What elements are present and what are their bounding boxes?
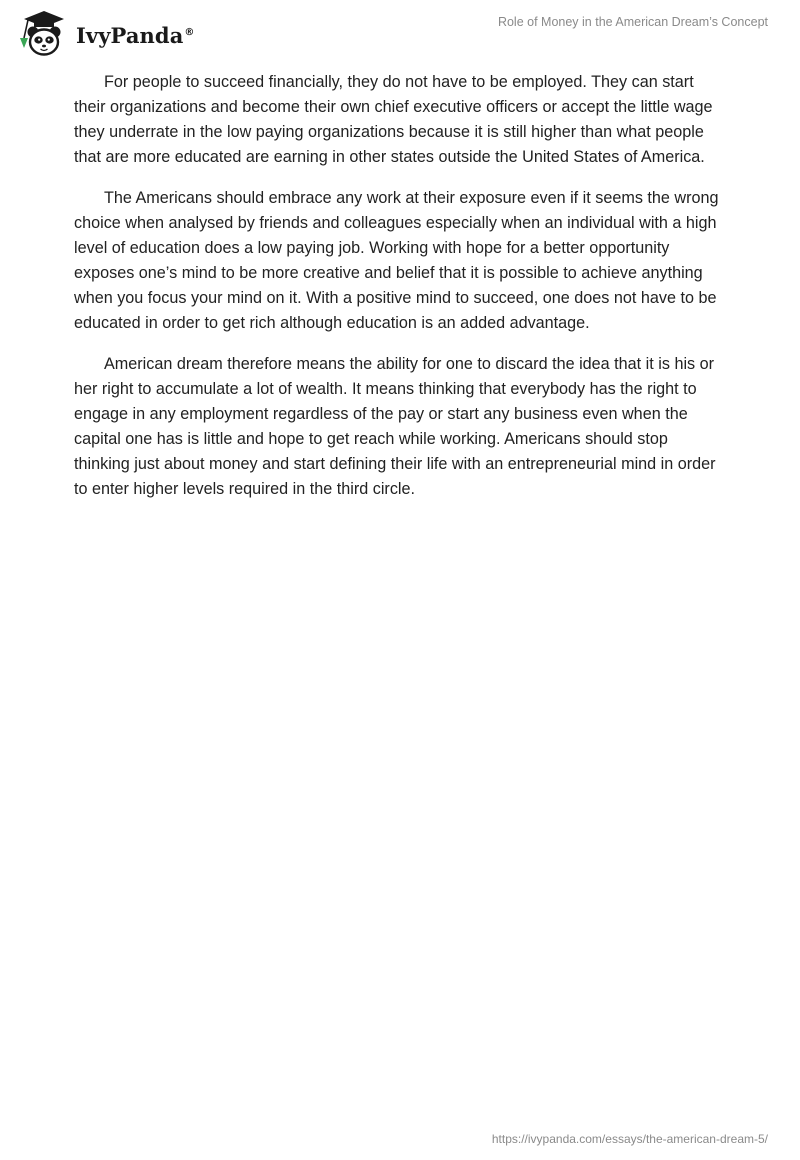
paragraph: American dream therefore means the ability for one to discard the idea that it is his or her right to accumulate a lot of wealth. It means thinking that everybody has the right to engage in any employment regardless of the pay or start any business even when the capital one has is little and hope to get reach while working. Americans should stop thinking just about money and start defining their life with an entrepreneurial mind in order to enter higher levels required in the third circle. — [74, 355, 716, 498]
ivypanda-logo[interactable] — [14, 8, 195, 58]
essay-body — [74, 70, 726, 518]
logo-text: IvyPanda — [76, 22, 184, 48]
logo-wordmark — [76, 23, 195, 48]
paragraph: For people to succeed financially, they do not have to be employed. They can start their organizations and become their own chief executive officers or accept the little wage they underrate in the low paying organizations because it is still higher than what people that are more educated are earning in other states outside the United States of America. — [74, 73, 713, 166]
page-header — [0, 0, 800, 66]
source-url-link[interactable]: https://ivypanda.com/essays/the-american-dream-5/ — [491, 1132, 768, 1146]
registered-mark: ® — [184, 26, 195, 38]
panda-graduate-icon — [14, 8, 70, 58]
paragraph: The Americans should embrace any work at their exposure even if it seems the wrong choice when analysed by friends and colleagues especially when an individual with a high level of education does a low paying job. Working with hope for a better opportunity exposes one’s mind to be more creative and belief that it is possible to achieve anything when you focus your mind on it. With a positive mind to succeed, one does not have to be educated in order to get rich although education is an added advantage. — [74, 189, 719, 332]
document-title: Role of Money in the American Dream’s Concept — [497, 15, 768, 29]
